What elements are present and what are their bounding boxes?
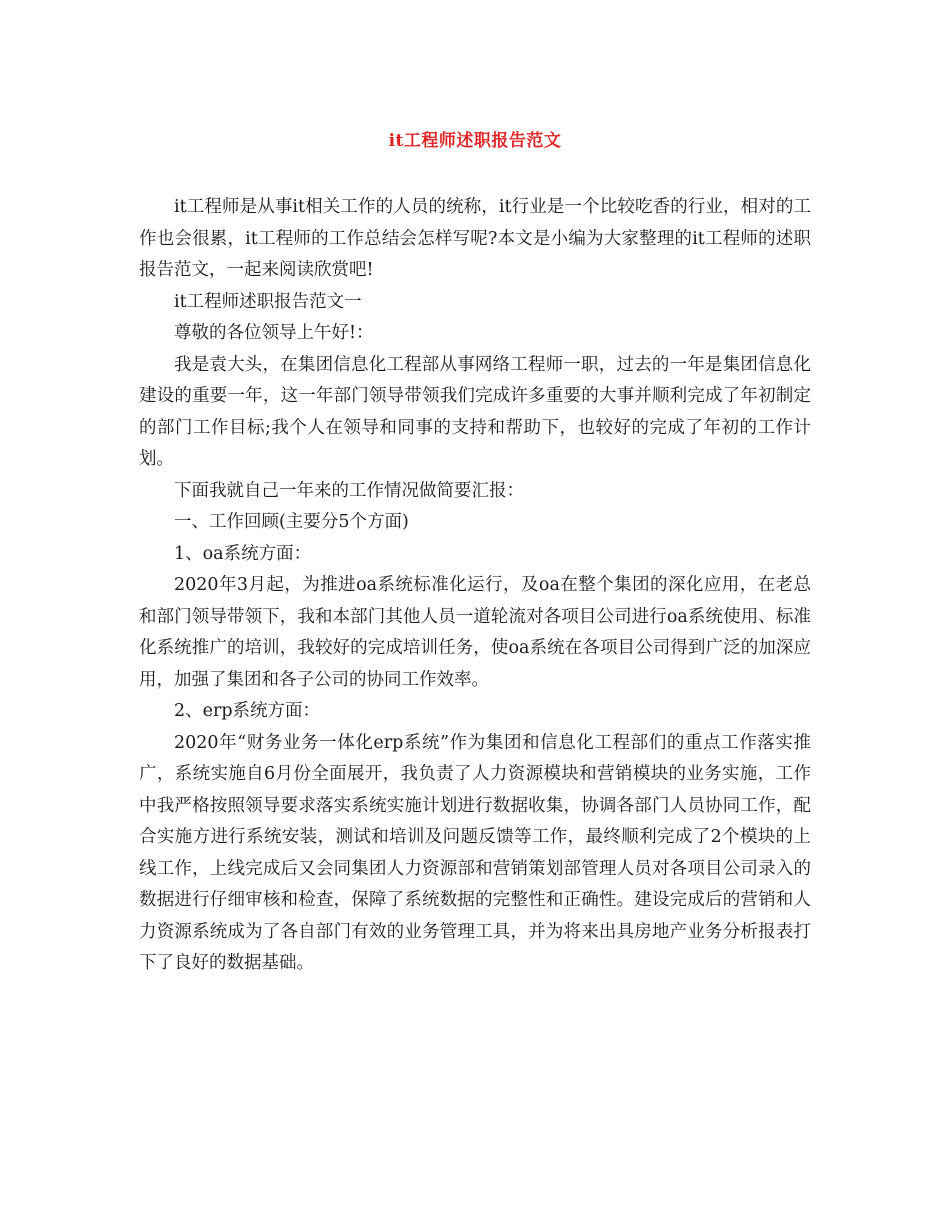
report-lead-in: 下面我就自己一年来的工作情况做简要汇报：	[174, 480, 524, 501]
document-body	[139, 192, 811, 980]
document-title: it工程师述职报告范文	[388, 131, 562, 151]
erp-heading: 2、erp系统方面：	[174, 701, 321, 721]
oa-paragraph: 2020年3月起，为推进oa系统标准化运行，及oa在整个集团的深化应用，在老总和部门领导带领下，我和本部门其他人员一道轮流对各项目公司进行oa系统使用、标准化系统推广的培训，我较好的完成培训任务，使oa系统在各项目公司得到广泛的加深应用，加强了集团和各子公司的协同工作效率。	[139, 575, 811, 690]
oa-heading: 1、oa系统方面：	[174, 543, 312, 564]
section-heading: it工程师述职报告范文一	[174, 291, 362, 312]
review-heading: 一、工作回顾(主要分5个方面)	[174, 512, 409, 532]
intro-paragraph: it工程师是从事it相关工作的人员的统称，it行业是一个比较吃香的行业，相对的工作也会很累，it工程师的工作总结会怎样写呢?本文是小编为大家整理的it工程师的述职报告范文，一起来阅读欣赏吧!	[139, 197, 811, 280]
self-introduction-paragraph: 我是袁大头，在集团信息化工程部从事网络工程师一职，过去的一年是集团信息化建设的重要一年，这一年部门领导带领我们完成许多重要的大事并顺利完成了年初制定的部门工作目标;我个人在领导和同事的支持和帮助下，也较好的完成了年初的工作计划。	[139, 354, 811, 469]
erp-paragraph: 2020年“财务业务一体化erp系统”作为集团和信息化工程部们的重点工作落实推广，系统实施自6月份全面展开，我负责了人力资源模块和营销模块的业务实施，工作中我严格按照领导要求落实系统实施计划进行数据收集，协调各部门人员协同工作，配合实施方进行系统安装，测试和培训及问题反馈等工作，最终顺利完成了2个模块的上线工作，上线完成后又会同集团人力资源部和营销策划部管理人员对各项目公司录入的数据进行仔细审核和检查，保障了系统数据的完整性和正确性。建设完成后的营销和人力资源系统成为了各自部门有效的业务管理工具，并为将来出具房地产业务分析报表打下了良好的数据基础。	[139, 732, 811, 973]
salutation: 尊敬的各位领导上午好!：	[174, 323, 374, 343]
